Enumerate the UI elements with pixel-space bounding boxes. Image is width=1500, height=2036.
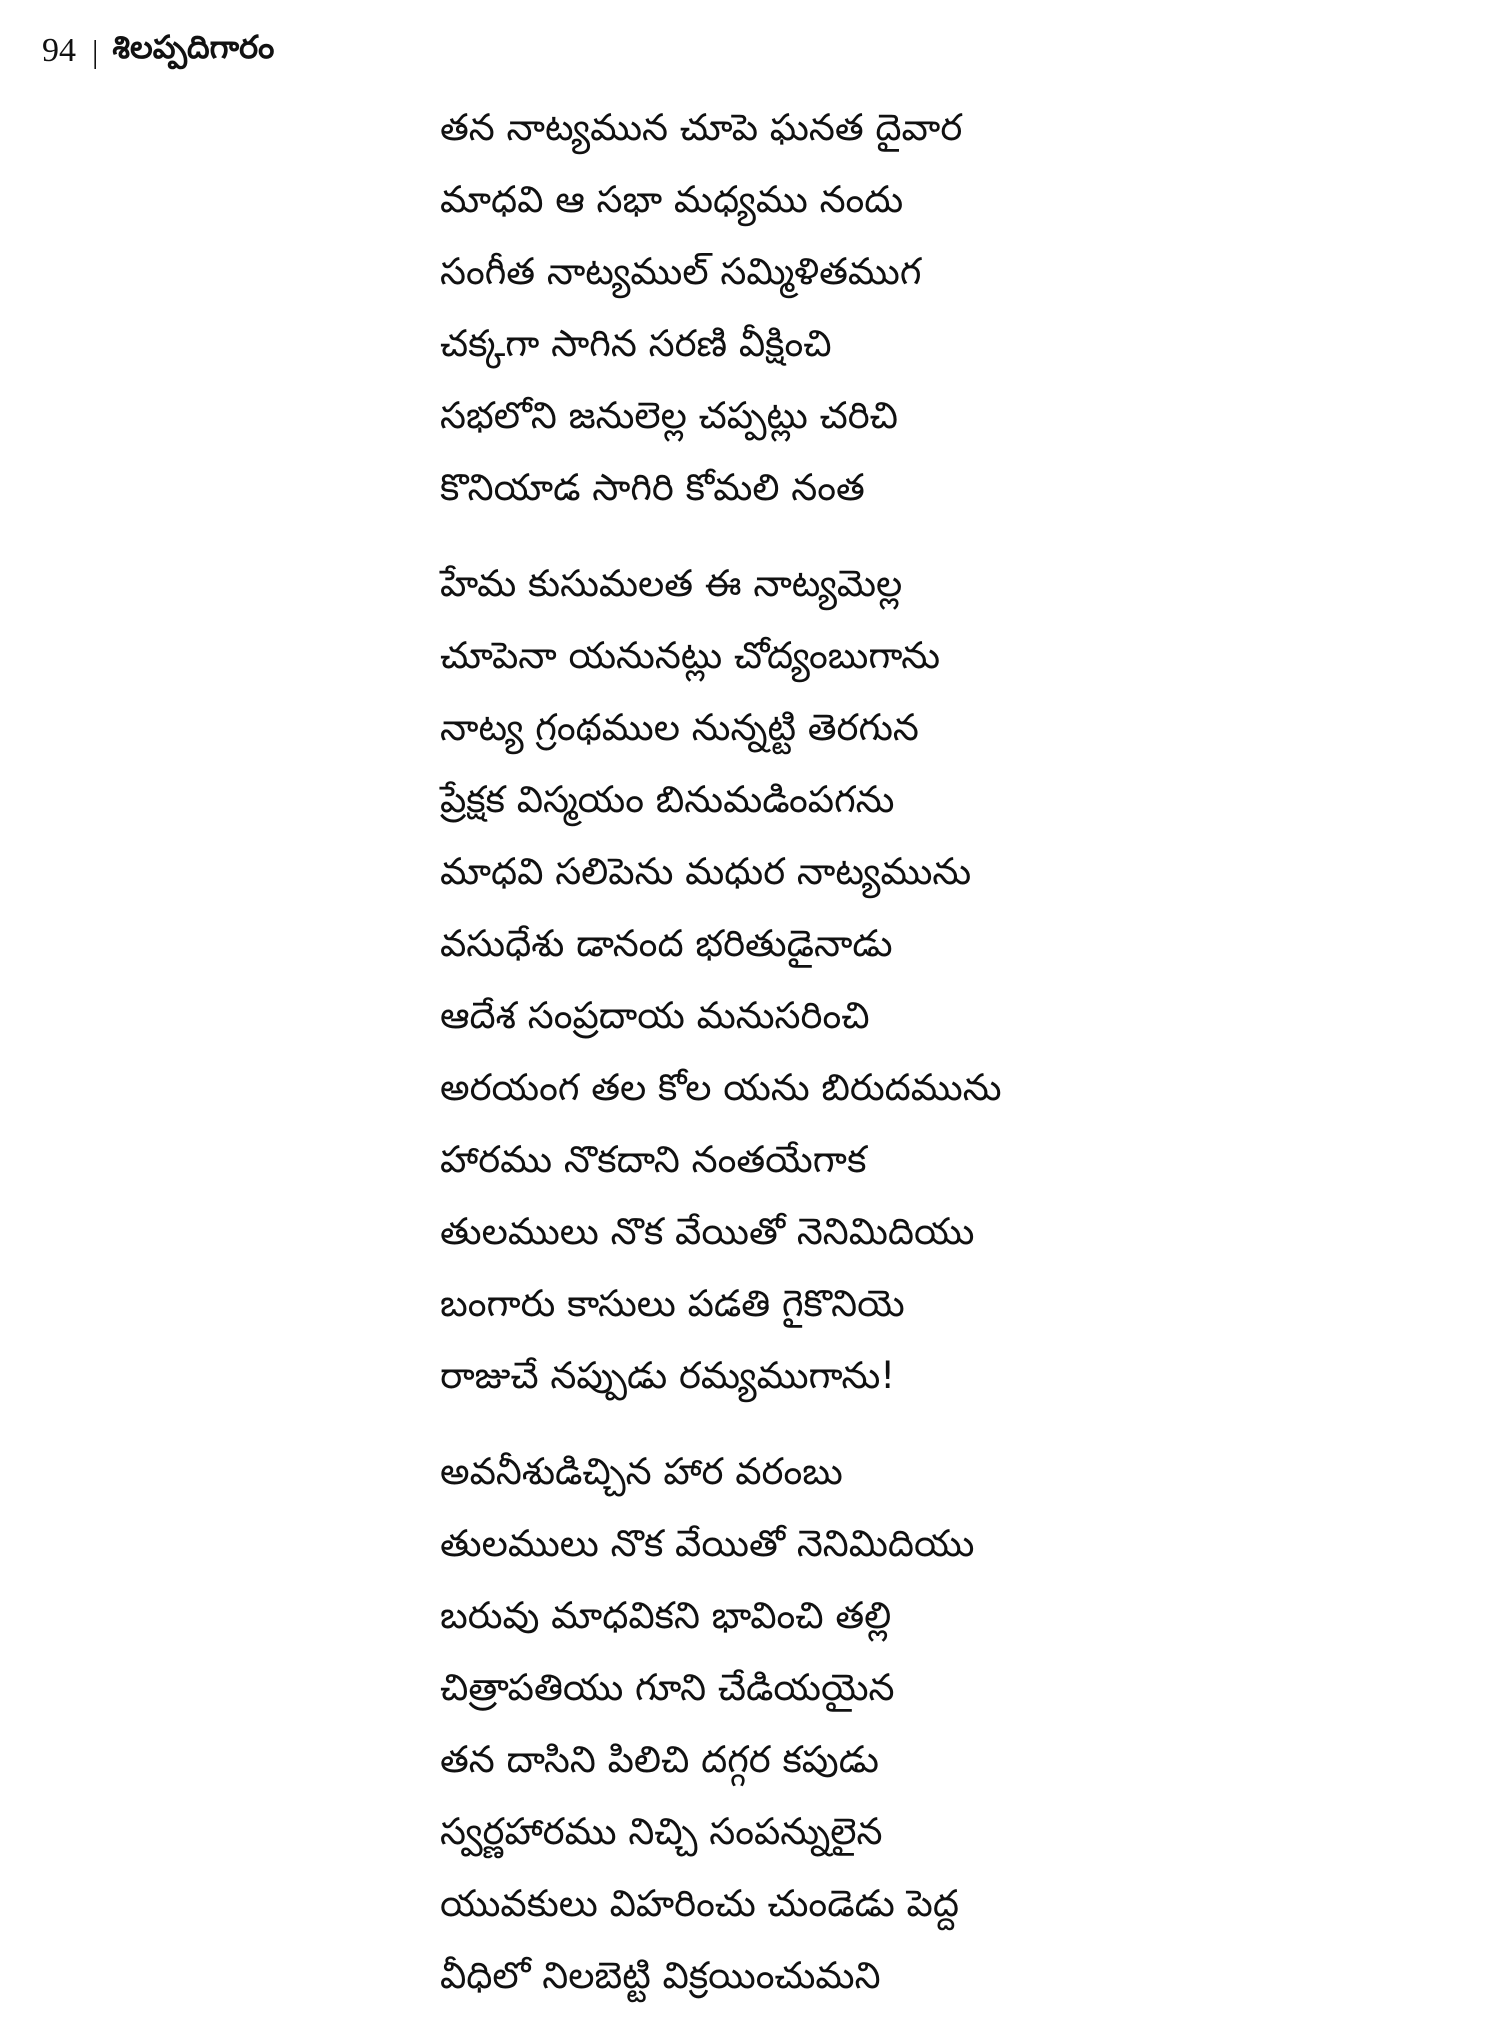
poem-line: తన దాసిని పిలిచి దగ్గర కపుడు	[440, 1738, 879, 1781]
poem-line: బరువు మాధవికని భావించి తల్లి	[440, 1594, 892, 1637]
poem-line: బంగారు కాసులు పడతి గైకొనియె	[440, 1282, 905, 1325]
poem-line: స్వర్ణహారము నిచ్చి సంపన్నులైన	[440, 1810, 883, 1853]
poem-line: కొనియాడ సాగిరి కోమలి నంత	[440, 466, 865, 509]
poem-line: యువకులు విహరించు చుండెడు పెద్ద	[440, 1882, 959, 1925]
poem-line: వసుధేశు డానంద భరితుడైనాడు	[440, 922, 893, 965]
poem-line: ప్రేక్షక విస్మయం బినుమడింపగను	[440, 778, 895, 821]
poem-line: ఆదేశ సంప్రదాయ మనుసరించి	[440, 994, 870, 1037]
poem-line: తులములు నొక వేయితో నెనిమిదియు	[440, 1210, 975, 1253]
poem-body	[440, 92, 1440, 2036]
poem-line: మాధవి సలిపెను మధుర నాట్యమును	[440, 850, 972, 893]
poem-line: చూపెనా యనునట్లు చోద్యంబుగాను	[440, 634, 941, 677]
book-title: శిలప్పదిగారం	[112, 28, 275, 66]
stanza-3	[440, 1436, 1440, 2012]
poem-line: చక్కగా సాగిన సరణి వీక్షించి	[440, 322, 832, 365]
header-separator: |	[92, 32, 99, 69]
poem-line: అరయంగ తల కోల యను బిరుదమును	[440, 1066, 1002, 1109]
poem-line: సంగీత నాట్యముల్ సమ్మిళితముగ	[440, 250, 922, 293]
poem-line: వీధిలో నిలబెట్టి విక్రయించుమని	[440, 1954, 881, 1997]
poem-line: సభలోని జనులెల్ల చప్పట్లు చరిచి	[440, 394, 899, 437]
poem-line: చిత్రాపతియు గూని చేడియయైన	[440, 1666, 895, 1709]
stanza-2	[440, 548, 1440, 1412]
page-header	[42, 28, 274, 74]
page-number: 94	[42, 32, 76, 69]
poem-line: రాజుచే నప్పుడు రమ్యముగాను!	[440, 1354, 896, 1397]
poem-line: అవనీశుడిచ్చిన హార వరంబు	[440, 1450, 843, 1493]
poem-line: తులములు నొక వేయితో నెనిమిదియు	[440, 1522, 975, 1565]
poem-line: హారము నొకదాని నంతయేగాక	[440, 1138, 867, 1181]
poem-line: తన నాట్యమున చూపె ఘనత దైవార	[440, 106, 963, 149]
stanza-1	[440, 92, 1440, 524]
poem-line: హేమ కుసుమలత ఈ నాట్యమెల్ల	[440, 562, 903, 605]
poem-line: నాట్య గ్రంథముల నున్నట్టి తెరగున	[440, 706, 919, 749]
poem-line: మాధవి ఆ సభా మధ్యము నందు	[440, 178, 904, 221]
